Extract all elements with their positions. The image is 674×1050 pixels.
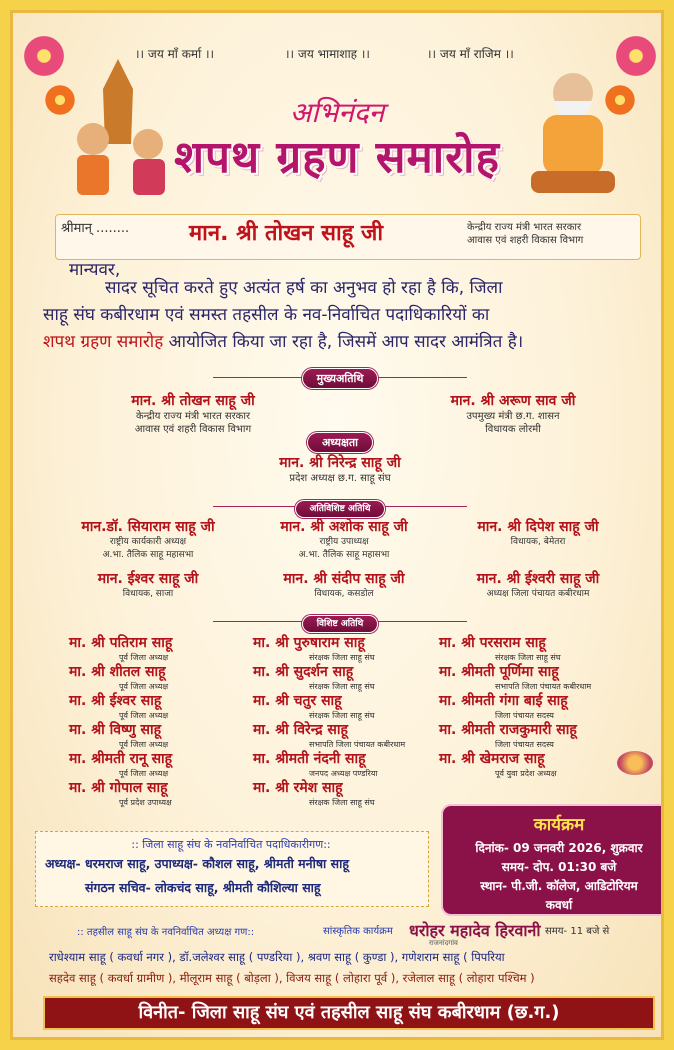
tehsil-title: :: तहसील साहू संघ के नवनिर्वाचित अध्यक्ष गण:: [77,927,255,938]
guest-desig: पूर्व जिला अध्यक्ष [119,653,169,662]
guest-desig: केन्द्रीय राज्य मंत्री भारत सरकार [135,411,251,422]
guest-name: मा. श्री ईश्वर साहू [69,693,162,709]
special-guest-2 [249,517,439,562]
president [213,453,467,485]
page-title: शपथ ग्रहण समारोह [174,132,500,183]
vishisht-col-3 [439,633,591,778]
salutation: मान्यवर, [69,260,121,280]
guest-name: मान. श्री संदीप साहू जी [283,571,405,587]
guest-name: मान. श्री दिपेश साहू जी [477,519,599,535]
invitation-card [10,10,664,1040]
guest-desig: पूर्व युवा प्रदेश अध्यक्ष [495,769,557,778]
special-guest-5 [249,569,439,601]
section-chief-guest [283,367,397,386]
slogan-rajim: ।। जय माँ राजिम ।। [427,47,514,61]
cultural-artist: धरोहर महादेव हिरवानी [409,921,541,940]
slogan-bhamashah: ।। जय भामाशाह ।। [285,47,370,61]
studio-logo-icon [617,751,653,775]
guest-desig: जिला पंचायत सदस्य [495,711,554,720]
message-line3 [43,329,523,356]
guest-desig: संरक्षक जिला साहू संघ [309,682,375,691]
guest-name: मा. श्री सुदर्शन साहू [253,664,354,680]
guest-name: मा. श्रीमती गंगा बाई साहू [439,693,568,709]
guest-desig: उपमुख्य मंत्री छ.ग. शासन [466,411,560,422]
guest-desig: सभापति जिला पंचायत कबीरधाम [309,740,406,749]
guest-name: मा. श्रीमती रानू साहू [69,751,173,767]
chief-guest-1 [73,391,313,436]
guest-name: मा. श्री खेमराज साहू [439,751,545,767]
section-distinguished-guest [285,611,395,630]
guest-desig: अ.भा. तैलिक साहू महासभा [102,550,194,560]
guest-desig: विधायक, कसडोल [314,589,374,599]
message-line2: साहू संघ कबीरधाम एवं समस्त तहसील के नव-निर्वाचित पदाधिकारियों का [43,305,490,325]
shriman-blank: श्रीमान् ........ [61,221,130,236]
list-item [69,691,172,720]
guest-desig: पूर्व प्रदेश उपाध्यक्ष [119,798,172,807]
guest-name: मा. श्री पुरुषाराम साहू [253,635,365,651]
guest-name: मान.डॉ. सियाराम साहू जी [81,519,215,535]
message-highlight: शपथ ग्रहण समारोह [43,332,164,352]
special-guest-6 [443,569,633,601]
list-item [253,691,405,720]
list-item [253,662,405,691]
guest-desig: संरक्षक जिला साहू संघ [309,711,375,720]
section-presidency [283,431,397,450]
guest-name: मान. ईश्वर साहू जी [97,571,199,587]
guest-name: मा. श्रीमती राजकुमारी साहू [439,722,577,738]
footer-vineet: विनीत- जिला साहू संघ एवं तहसील साहू संघ कबीरधाम (छ.ग.) [43,996,655,1030]
guest-name: मा. श्री गोपाल साहू [69,780,168,796]
guest-desig: संरक्षक जिला साहू संघ [495,653,561,662]
tehsil-list-row1: राधेश्याम साहू ( कवर्धा नगर ), डॉ.जलेश्वर साहू ( पण्डरिया ), श्रवण साहू ( कुण्डा ), गणेशराम साहू ( पिपरिया [49,950,505,964]
chief-guest-pill: मुख्यअतिथि [302,368,379,389]
guest-desig: पूर्व जिला अध्यक्ष [119,740,169,749]
invitee-designation [467,221,583,247]
list-item [253,749,405,778]
cultural-place: राजनांदगांव [429,939,458,947]
guest-desig: राष्ट्रीय उपाध्यक्ष [319,537,369,547]
cultural-label: सांस्कृतिक कार्यक्रम [323,926,393,937]
guest-desig: पूर्व जिला अध्यक्ष [119,769,169,778]
list-item [253,720,405,749]
list-item [69,778,172,807]
cultural-time: समय- 11 बजे से [545,926,610,937]
tehsil-list-row2: सहदेव साहू ( कवर्धा ग्रामीण ), मीलूराम साहू ( बोड़ला ), विजय साहू ( लोहारा पूर्व ), रजेलाल साहू ( लोहारा पश्चिम ) [49,971,535,985]
guest-name: मा. श्रीमती नंदनी साहू [253,751,366,767]
guest-desig: पूर्व जिला अध्यक्ष [119,682,169,691]
slogan-karma: ।। जय माँ कर्मा ।। [135,47,215,61]
guest-name: मा. श्रीमती पूर्णिमा साहू [439,664,559,680]
guest-name: मा. श्री परसराम साहू [439,635,546,651]
guest-desig: राष्ट्रीय कार्यकारी अध्यक्ष [109,537,187,547]
guest-desig: जनपद अध्यक्ष पण्डरिया [309,769,378,778]
program-title: कार्यक्रम [533,815,585,835]
chief-guest-2 [393,391,633,436]
list-item [69,749,172,778]
guest-desig: अ.भा. तैलिक साहू महासभा [298,550,390,560]
guest-desig: पूर्व जिला अध्यक्ष [119,711,169,720]
invitee-name: मान. श्री तोखन साहू जी [189,221,384,246]
program-time: समय- दोप. 01:30 बजे [501,860,617,874]
list-item [69,662,172,691]
program-box [441,804,664,916]
list-item [439,749,591,778]
special-guest-3 [443,517,633,549]
message-line1: सादर सूचित करते हुए अत्यंत हर्ष का अनुभव हो रहा है कि, जिला [105,278,503,298]
program-city: कवर्धा [545,898,573,912]
list-item [439,720,591,749]
list-item [439,691,591,720]
guest-name: मा. श्री शीतल साहू [69,664,166,680]
guest-desig: जिला पंचायत सदस्य [495,740,554,749]
new-officials-line2: संगठन सचिव- लोकचंद साहू, श्रीमती कौशिल्या साहू [85,880,321,895]
program-venue: स्थान- पी.जी. कॉलेज, आडिटोरियम [480,879,638,893]
guest-desig: विधायक, साजा [122,589,174,599]
guest-name: मान. श्री अशोक साहू जी [280,519,408,535]
list-item [69,633,172,662]
guest-name: मा. श्री विरेन्द्र साहू [253,722,348,738]
guest-name: मान. श्री अरूण साव जी [450,393,576,409]
special-guest-1 [53,517,243,562]
list-item [439,662,591,691]
guest-desig: संरक्षक जिला साहू संघ [309,798,375,807]
list-item [253,633,405,662]
guest-name: मान. श्री तोखन साहू जी [131,393,255,409]
invitee-desig-line2: आवास एवं शहरी विकास विभाग [467,235,584,246]
guest-desig: अध्यक्ष जिला पंचायत कबीरधाम [486,589,590,599]
guest-name: मान. श्री ईश्वरी साहू जी [476,571,600,587]
new-officials-title: :: जिला साहू संघ के नवनिर्वाचित पदाधिकारीगण:: [131,838,331,851]
guest-name: मा. श्री चतुर साहू [253,693,342,709]
presidency-pill: अध्यक्षता [307,432,373,453]
message-line3-rest: आयोजित किया जा रहा है, जिसमें आप सादर आमंत्रित है। [163,332,524,352]
list-item [439,633,591,662]
guest-desig: विधायक लोरमी [485,424,541,435]
new-officials-line1: अध्यक्ष- धरमराज साहू, उपाध्यक्ष- कौशल साहू, श्रीमती मनीषा साहू [45,856,349,871]
section-special-guest [275,496,405,515]
guest-name: मा. श्री विष्णु साहू [69,722,162,738]
guest-name: मा. श्री रमेश साहू [253,780,343,796]
guest-desig: प्रदेश अध्यक्ष छ.ग. साहू संघ [289,473,391,484]
guest-name: मान. श्री निरेन्द्र साहू जी [279,455,401,471]
special-guest-pill: अतिविशिष्ट अतिथि [295,500,386,518]
guest-name: मा. श्री पतिराम साहू [69,635,173,651]
list-item [69,720,172,749]
abhinandan-logo: अभिनंदन [289,96,385,129]
program-date: दिनांक- 09 जनवरी 2026, शुक्रवार [475,841,643,855]
guest-desig: आवास एवं शहरी विकास विभाग [134,424,252,435]
invitee-desig-line1: केन्द्रीय राज्य मंत्री भारत सरकार [467,222,582,233]
cultural-program [319,919,613,947]
vishisht-col-1 [69,633,172,807]
guest-desig: संरक्षक जिला साहू संघ [309,653,375,662]
guest-desig: विधायक, बेमेतरा [510,537,566,547]
distinguished-guest-pill: विशिष्ट अतिथि [302,615,379,633]
list-item [253,778,405,807]
special-guest-4 [53,569,243,601]
vishisht-col-2 [253,633,405,807]
guest-desig: सभापति जिला पंचायत कबीरधाम [495,682,592,691]
